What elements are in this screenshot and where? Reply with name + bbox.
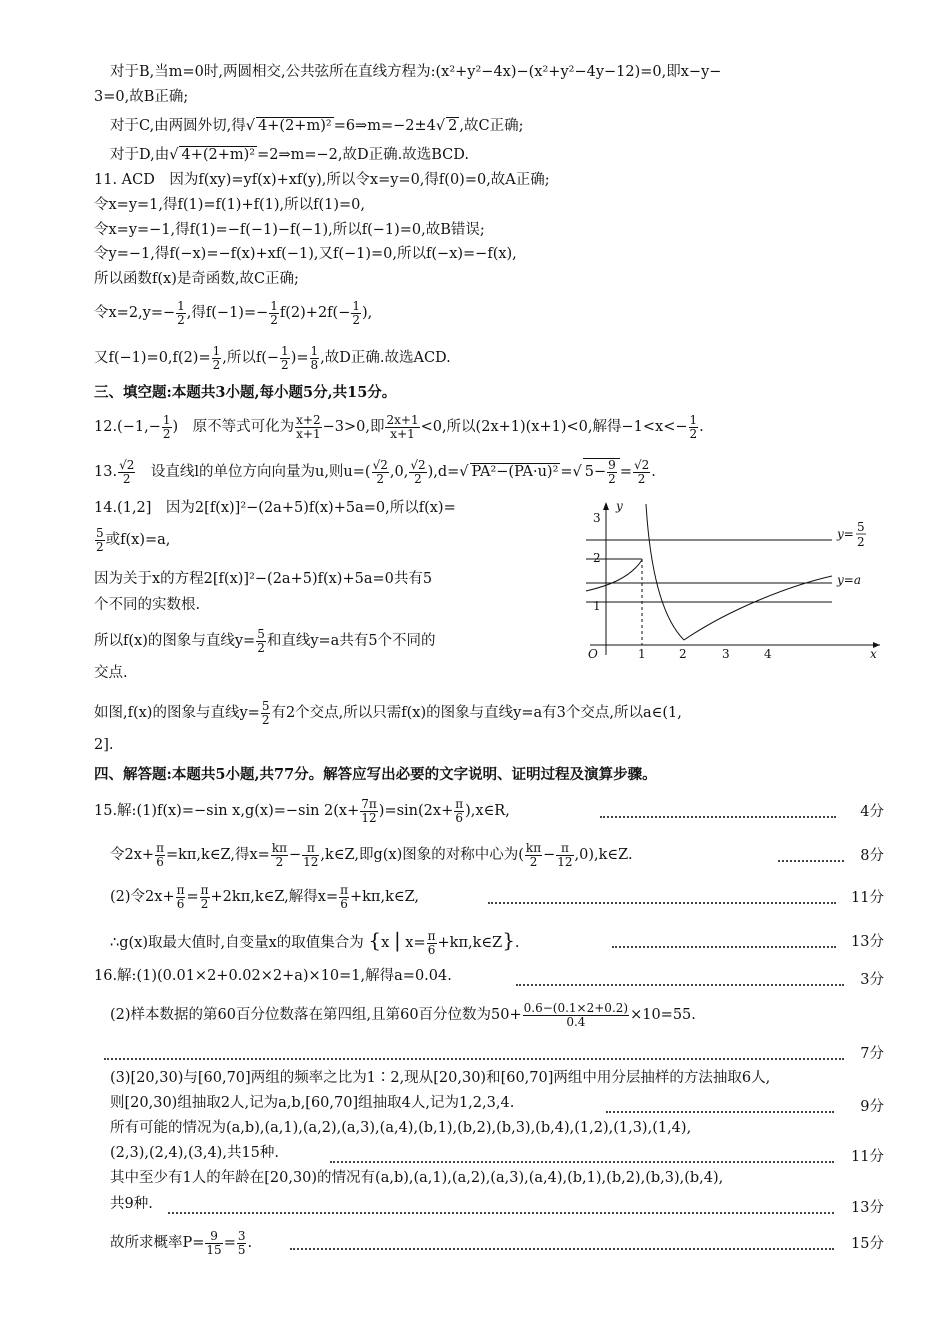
score: 15分 bbox=[851, 1236, 884, 1252]
q16-line: (2,3),(2,4),(3,4),共15种. bbox=[110, 1145, 280, 1161]
leader-dots bbox=[612, 946, 836, 948]
q14-line: 个不同的实数根. bbox=[94, 597, 201, 613]
score: 7分 bbox=[860, 1046, 884, 1062]
leader-dots bbox=[606, 1111, 834, 1113]
q14-line: 所以f(x)的图象与直线y= $\frac{5}{2}$ 和直线y=a共有5个不同的 bbox=[94, 627, 436, 655]
y-tick: 1 bbox=[593, 599, 601, 613]
q14-line: $\frac{5}{2}$ 或f(x)=a, bbox=[96, 526, 171, 554]
leader-dots bbox=[516, 984, 844, 986]
q14-line: 交点. bbox=[94, 665, 128, 681]
q15-line: 15.解:(1)f(x)=−sin x,g(x)=−sin 2(x+ $\frac{7\pi}{12}$ )=sin(2x+ $\frac{\pi}{6}$ ),x∈R, bbox=[94, 797, 510, 825]
score: 4分 bbox=[860, 804, 884, 820]
leader-dots bbox=[600, 816, 836, 818]
q16-line: 所有可能的情况为(a,b),(a,1),(a,2),(a,3),(a,4),(b,1),(b,2),(b,3),(b,4),(1,2),(1,3),(1,4), bbox=[110, 1120, 692, 1136]
leader-dots bbox=[488, 902, 836, 904]
q15-line: 令2x+ $\frac{\pi}{6}$ =kπ,k∈Z,得x= $\frac{k\pi}{2}$ − $\frac{\pi}{12}$ ,k∈Z,即g(x)图象的对称中心为( $\frac{k\pi}{2}$ − $\frac{\pi}{12}$ ,0),k∈Z. bbox=[110, 841, 633, 869]
score: 8分 bbox=[860, 848, 884, 864]
q14-line: 14.(1,2] 因为2[f(x)]²−(2a+5)f(x)+5a=0,所以f(x)= bbox=[94, 500, 456, 516]
q16-line: 其中至少有1人的年龄在[20,30)的情况有(a,b),(a,1),(a,2),(a,3),(a,4),(b,1),(b,2),(b,3),(b,4), bbox=[110, 1170, 724, 1186]
q11-line: 所以函数f(x)是奇函数,故C正确; bbox=[94, 271, 299, 287]
q15-line: (2)令2x+ $\frac{\pi}{6}$ = $\frac{\pi}{2}$ +2kπ,k∈Z,解得x= $\frac{\pi}{6}$ +kπ,k∈Z, bbox=[110, 883, 420, 911]
score: 3分 bbox=[860, 972, 884, 988]
q16-line: (2)样本数据的第60百分位数落在第四组,且第60百分位数为50+ $\frac{0.6-(0.1\times 2+0.2)}{0.4}$ ×10=55. bbox=[110, 1001, 696, 1029]
q11-line: 11. ACD 因为f(xy)=yf(x)+xf(y),所以令x=y=0,得f(0)=0,故A正确; bbox=[94, 172, 550, 188]
q16-line: 故所求概率P= $\frac{9}{15}$ = $\frac{3}{5}$ . bbox=[110, 1229, 253, 1257]
y-axis-label: y bbox=[616, 500, 623, 513]
curve-middle bbox=[646, 504, 684, 640]
x-tick: 4 bbox=[764, 647, 772, 660]
section-heading: 三、填空题:本题共3小题,每小题5分,共15分。 bbox=[94, 384, 397, 401]
label-y-5-2: y= bbox=[837, 527, 854, 541]
score: 11分 bbox=[851, 1149, 884, 1165]
x-tick: 3 bbox=[722, 647, 730, 660]
q16-line: 则[20,30)组抽取2人,记为a,b,[60,70]组抽取4人,记为1,2,3,4. bbox=[110, 1095, 515, 1111]
score: 13分 bbox=[851, 934, 884, 950]
text-line: 3=0,故B正确; bbox=[94, 89, 189, 105]
q12-line: 12.(−1,− $\frac{1}{2}$ ) 原不等式可化为 $\frac{x+2}{x+1}$ −3>0,即 $\frac{2x+1}{x+1}$ <0,所以(2x+1)(x+1)<0,解得−1<x<− $\frac{1}{2}$ . bbox=[94, 413, 704, 441]
score: 9分 bbox=[860, 1099, 884, 1115]
text-line: 对于B,当m=0时,两圆相交,公共弦所在直线方程为:(x²+y²−4x)−(x²+y²−4y−12)=0,即x−y− bbox=[110, 64, 722, 80]
q15-line: ∴g(x)取最大值时,自变量x的取值集合为 {x | x= $\frac{\pi}{6}$ +kπ,k∈Z}. bbox=[110, 928, 520, 957]
x-tick: 1 bbox=[638, 647, 646, 660]
q14-line: 2]. bbox=[94, 737, 114, 753]
q14-line: 因为关于x的方程2[f(x)]²−(2a+5)f(x)+5a=0共有5 bbox=[94, 571, 433, 587]
q11-line: 令y=−1,得f(−x)=−f(x)+xf(−1),又f(−1)=0,所以f(−x)=−f(x), bbox=[94, 246, 517, 262]
label-y-5-2-den: 2 bbox=[857, 535, 865, 549]
y-tick: 2 bbox=[593, 551, 601, 565]
leader-dots bbox=[290, 1248, 834, 1250]
section-heading: 四、解答题:本题共5小题,共77分。解答应写出必要的文字说明、证明过程及演算步骤。 bbox=[94, 766, 657, 783]
q16-line: 16.解:(1)(0.01×2+0.02×2+a)×10=1,解得a=0.04. bbox=[94, 968, 452, 984]
y-tick: 3 bbox=[593, 511, 601, 525]
y-axis-arrow bbox=[603, 502, 609, 510]
leader-dots bbox=[168, 1212, 834, 1214]
q16-line: 共9种. bbox=[110, 1196, 153, 1212]
leader-dots bbox=[778, 860, 844, 862]
label-y-5-2-num: 5 bbox=[857, 520, 865, 534]
origin-label: O bbox=[588, 647, 598, 660]
x-axis-label: x bbox=[870, 647, 877, 660]
q14-line: 如图,f(x)的图象与直线y= $\frac{5}{2}$ 有2个交点,所以只需f(x)的图象与直线y=a有3个交点,所以a∈(1, bbox=[94, 699, 682, 727]
score: 13分 bbox=[851, 1200, 884, 1216]
q11-line: 又f(−1)=0,f(2)= $\frac{1}{2}$ ,所以f(− $\frac{1}{2}$ )= $\frac{1}{8}$ ,故D正确.故选ACD. bbox=[94, 344, 451, 372]
text-line: 对于C,由两圆外切,得√ 4+(2+m)² =6⇒m=−2±4√ 2 ,故C正确; bbox=[110, 118, 524, 134]
curve-right bbox=[684, 576, 832, 640]
leader-dots bbox=[330, 1161, 834, 1163]
leader-dots bbox=[104, 1058, 844, 1060]
q16-line: (3)[20,30)与[60,70]两组的频率之比为1∶2,现从[20,30)和[60,70]两组中用分层抽样的方法抽取6人, bbox=[110, 1070, 771, 1086]
function-graph bbox=[578, 500, 884, 660]
q11-line: 令x=2,y=− $\frac{1}{2}$ ,得f(−1)=− $\frac{1}{2}$ f(2)+2f(− $\frac{1}{2}$ ), bbox=[94, 299, 373, 327]
q11-line: 令x=y=−1,得f(1)=−f(−1)−f(−1),所以f(−1)=0,故B错误; bbox=[94, 222, 485, 238]
q13-line: 13. $\frac{√2}{2}$ 设直线l的单位方向向量为u,则u=( $\frac{√2}{2}$ ,0, $\frac{√2}{2}$ ),d=√ PA²−(PA·u)² =√ 5− $\frac{9}{2}$ = $\frac{√2}{2}$ . bbox=[94, 458, 656, 486]
q11-line: 令x=y=1,得f(1)=f(1)+f(1),所以f(1)=0, bbox=[94, 197, 366, 213]
text-line: 对于D,由√ 4+(2+m)² =2⇒m=−2,故D正确.故选BCD. bbox=[110, 147, 469, 163]
x-tick: 2 bbox=[679, 647, 687, 660]
label-y-a: y=a bbox=[837, 573, 861, 587]
score: 11分 bbox=[851, 890, 884, 906]
